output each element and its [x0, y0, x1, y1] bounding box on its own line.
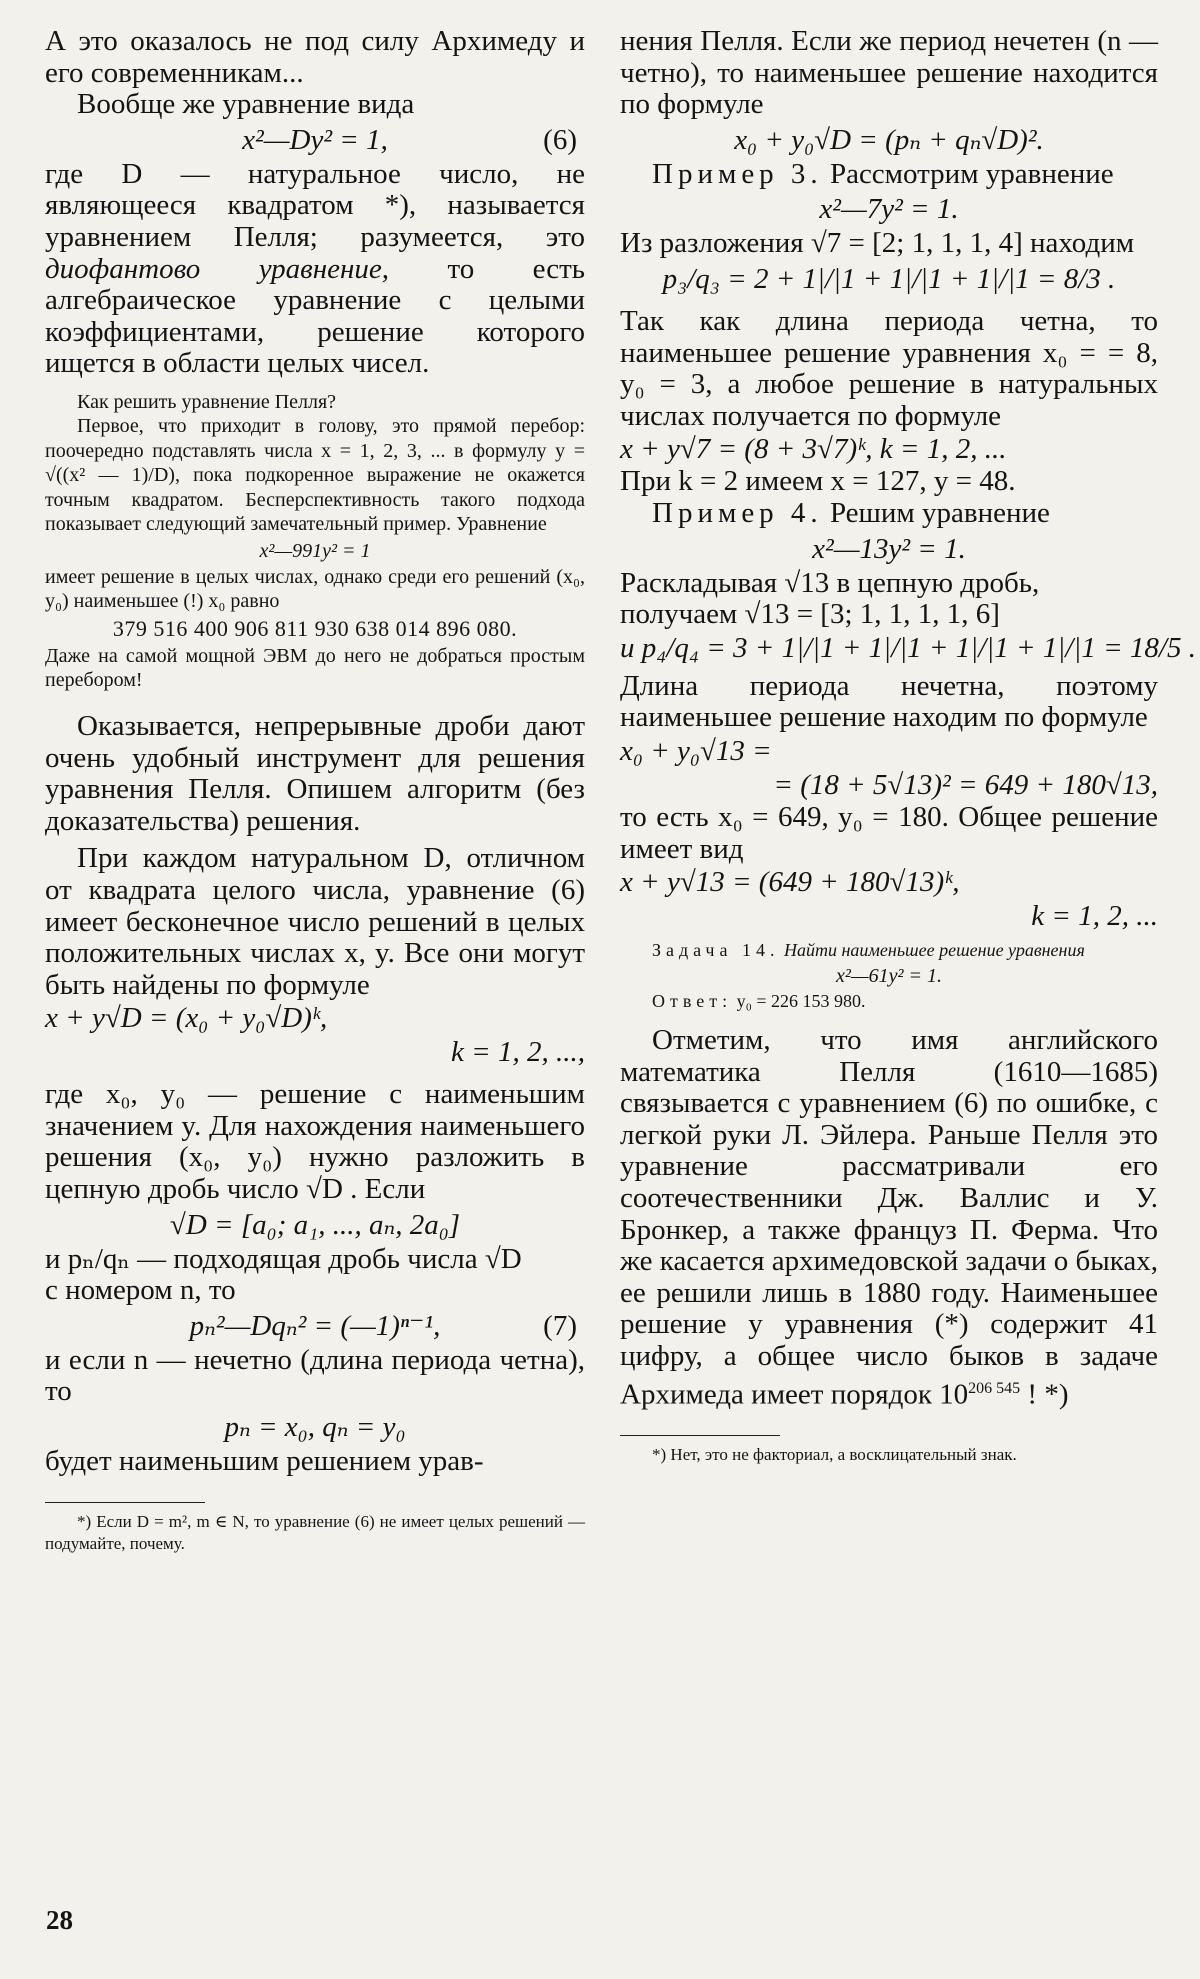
fraction-formula: и p₄/q₄ = 3 + 1|/|1 + 1|/|1 + 1|/|1 + 1|/|1 = 18/5 . — [620, 631, 1196, 664]
task-label: Задача 14. — [652, 940, 780, 961]
text: Решим уравнение — [822, 496, 1050, 529]
equation-number: (7) — [543, 1309, 577, 1342]
paragraph: Длина периода нечетна, поэтому наименьшее решение находим по формуле — [620, 669, 1158, 734]
formula: x₀ + y₀√13 = — [620, 734, 772, 767]
footnote-divider — [620, 1435, 780, 1436]
paragraph: будет наименьшим решением урав- — [45, 1445, 484, 1478]
paragraph: с номером n, то — [45, 1274, 236, 1307]
paragraph: При k = 2 имеем x = 127, y = 48. — [620, 465, 1016, 498]
emphasis: диофантово уравнение, — [45, 252, 390, 285]
paragraph: нения Пелля. Если же период нечетен (n — четно), то наименьшее решение находится по формуле — [620, 25, 1158, 121]
equation: x²—13y² = 1. — [812, 532, 966, 565]
text: где D — натуральное число, не являющееся квадратом *), называется уравнением Пелля; разумеется, это — [45, 157, 585, 253]
example-4 — [620, 498, 1158, 530]
example-label: Пример 3. — [652, 157, 823, 190]
continued-fraction: √D = [a₀; a₁, ..., aₙ, 2a₀] — [169, 1208, 461, 1241]
exponent: 206 545 — [968, 1379, 1021, 1397]
task-14 — [620, 939, 1158, 962]
formula: x + y√13 = (649 + 180√13)ᵏ, — [620, 866, 960, 899]
answer — [620, 990, 1158, 1013]
formula: x + y√7 = (8 + 3√7)ᵏ, k = 1, 2, ... — [620, 433, 1007, 466]
paragraph: Так как длина периода четна, то наименьшее решение уравнения x₀ = = 8, y₀ = 3, а любое решение в натуральных числах получается по формуле — [620, 304, 1158, 432]
paragraph: и pₙ/qₙ — подходящая дробь числа √D — [45, 1242, 522, 1275]
text: Рассмотрим уравнение — [822, 157, 1114, 190]
example-3 — [620, 159, 1158, 191]
paragraph: Вообще же уравнение вида — [77, 88, 415, 121]
formula: pₙ = x₀, qₙ = y₀ — [224, 1411, 406, 1444]
side-paragraph: Даже на самой мощной ЭВМ до него не добраться простым перебором! — [45, 644, 585, 692]
side-equation: x²—991y² = 1 — [259, 539, 371, 562]
paragraph: При каждом натуральном D, отличном от квадрата целого числа, уравнение (6) имеет бесконечное число решений в целых положительных числах x, y. Все они могут быть найдены по формуле — [45, 842, 585, 1001]
equation-number: (6) — [543, 123, 577, 156]
paragraph — [620, 1025, 1158, 1411]
formula: x₀ + y₀√D = (pₙ + qₙ√D)². — [734, 123, 1044, 156]
equation-6-body: x²—Dy² = 1, — [242, 123, 388, 156]
side-paragraph: Первое, что приходит в голову, это прямой перебор: поочередно подставлять числа x = 1, 2, 3, ... в формулу y = √((x² — 1)/D), пока подкоренное выражение не окажется точным квадратом. Бесперспективность такого подхода показывает следующий замечательный пример. Уравнение — [45, 415, 585, 536]
task-equation: x²—61y² = 1. — [835, 965, 943, 988]
paragraph: где x₀, y₀ — решение с наименьшим значением y. Для нахождения наименьшего решения (x₀, y₀) нужно разложить в цепную дробь число √D . Если — [45, 1078, 585, 1206]
equation-6 — [45, 121, 585, 159]
text: Отметим, что имя английского математика Пелля (1610—1685) связывается с уравнением (6) по ошибке, с легкой руки Л. Эйлера. Раньше Пелля это уравнение рассматривали его соотечественники Дж. Валлис и У. Бронкер, а также француз П. Ферма. Что же касается архимедовской задачи о быках, ее решили лишь в 1880 году. Наименьшее решение y уравнения (*) содержит 41 цифру, а общее число быков в задаче Архимеда имеет порядок 10 — [620, 1024, 1158, 1411]
footnote-divider — [45, 1502, 205, 1503]
answer-text: y₀ = 226 153 980. — [732, 991, 866, 1012]
side-paragraph: имеет решение в целых числах, однако среди его решений (x₀, y₀) наименьшее (!) x₀ равно — [45, 565, 585, 613]
general-formula: x + y√D = (x₀ + y₀√D)ᵏ, — [45, 1002, 328, 1035]
page-number: 28 — [46, 1905, 73, 1935]
left-column — [45, 26, 585, 1555]
footnote: *) Нет, это не факториал, а восклицательный знак. — [652, 1444, 1017, 1464]
answer-label: Ответ: — [652, 991, 733, 1012]
equation: x²—7y² = 1. — [819, 193, 959, 226]
paragraph: А это оказалось не под силу Архимеду и его современникам... — [45, 25, 585, 89]
formula-range: k = 1, 2, ..., — [451, 1036, 585, 1069]
paragraph: Оказывается, непрерывные дроби дают очень удобный инструмент для решения уравнения Пелля. Опишем алгоритм (без доказательства) решения. — [45, 709, 585, 837]
fraction-formula: p₃/q₃ = 2 + 1|/|1 + 1|/|1 + 1|/|1 = 8/3 . — [662, 262, 1116, 295]
task-text: Найти наименьшее решение уравнения — [779, 940, 1085, 961]
paragraph: получаем √13 = [3; 1, 1, 1, 1, 6] — [620, 598, 1000, 631]
formula-range: k = 1, 2, ... — [1031, 900, 1158, 933]
side-paragraph: Как решить уравнение Пелля? — [77, 390, 337, 413]
example-label: Пример 4. — [652, 496, 823, 529]
equation-7-body: pₙ²—Dqₙ² = (—1)ⁿ⁻¹, — [189, 1309, 441, 1342]
text: то есть алгебраическое уравнение с целыми коэффициентами, решение которого ищется в области целых чисел. — [45, 252, 586, 380]
large-number: 379 516 400 906 811 930 638 014 896 080. — [112, 615, 518, 641]
right-column — [620, 25, 1196, 1466]
paragraph: и если n — нечетно (длина периода четна), то — [45, 1343, 585, 1408]
text: ! *) — [1020, 1378, 1069, 1411]
paragraph: Из разложения √7 = [2; 1, 1, 1, 4] находим — [620, 227, 1135, 260]
formula: = (18 + 5√13)² = 649 + 180√13, — [773, 768, 1158, 801]
footnote: *) Если D = m², m ∈ N, то уравнение (6) не имеет целых решений — подумайте, почему. — [45, 1511, 585, 1553]
equation-7 — [45, 1307, 585, 1345]
paragraph — [45, 159, 585, 380]
paragraph: Раскладывая √13 в цепную дробь, — [620, 566, 1040, 599]
paragraph: то есть x₀ = 649, y₀ = 180. Общее решение имеет вид — [620, 800, 1158, 865]
